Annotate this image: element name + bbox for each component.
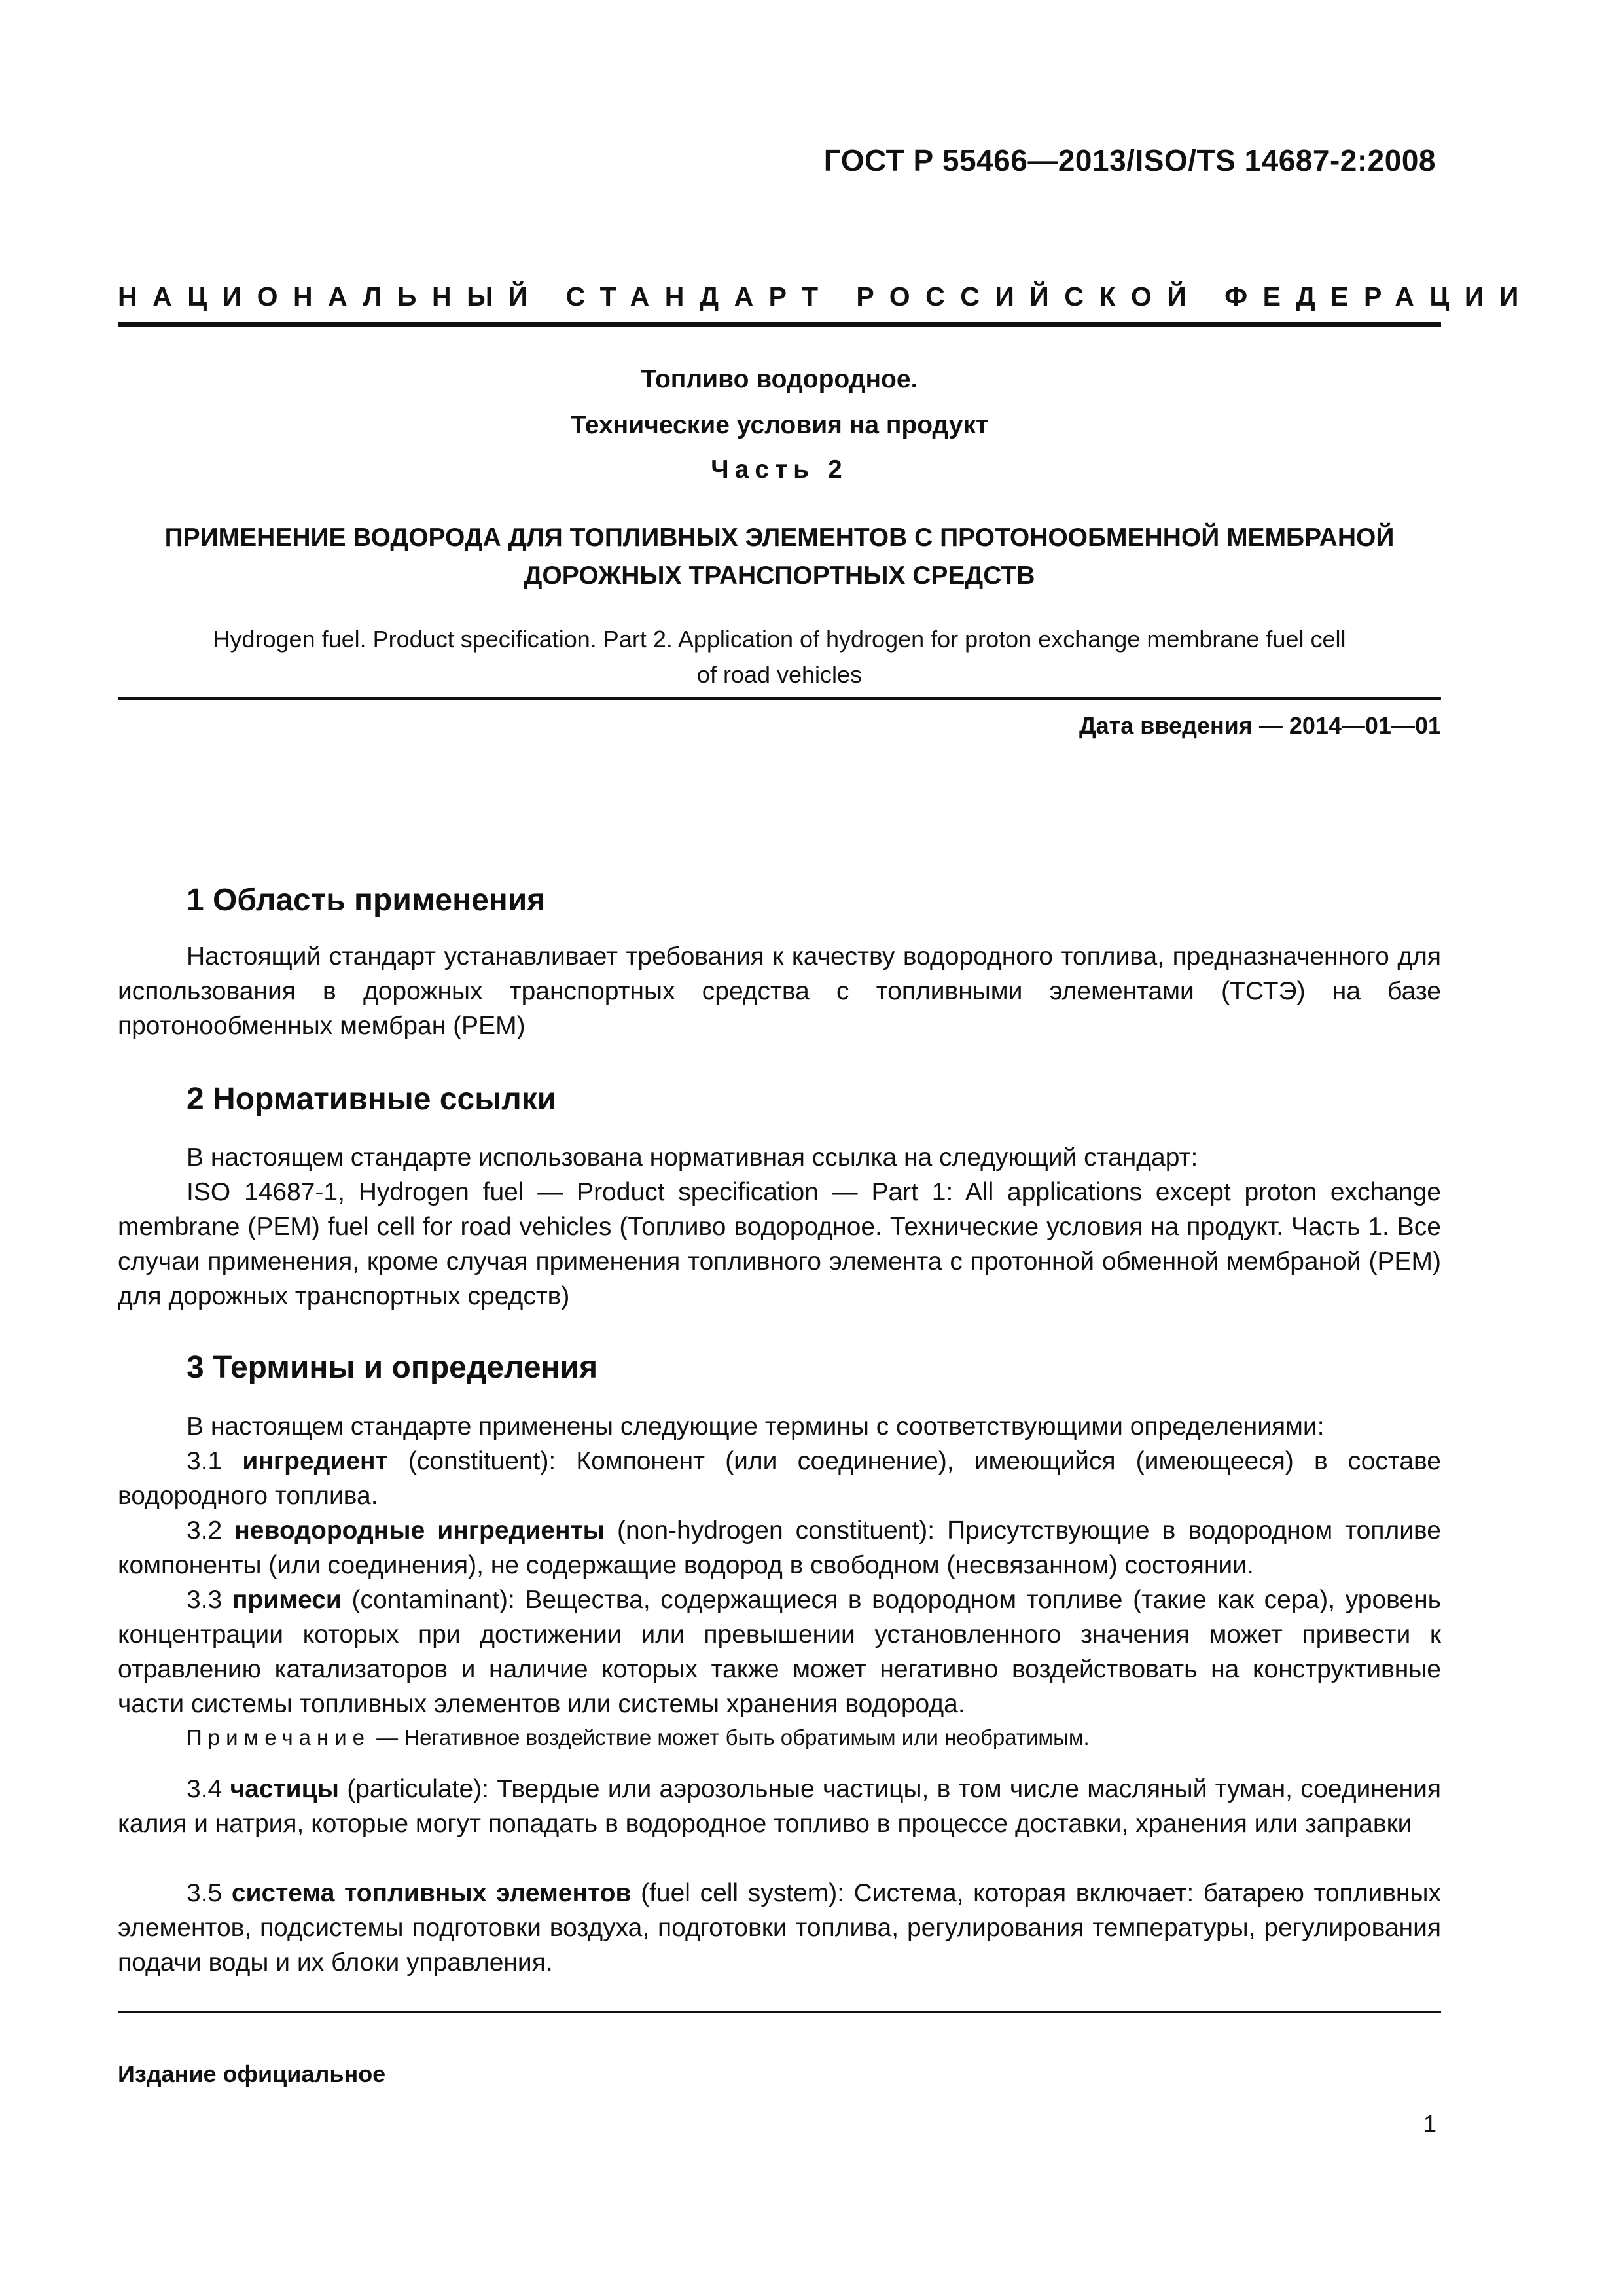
section-2-paragraph-1: В настоящем стандарте использована нормативная ссылка на следующий стандарт: xyxy=(187,1143,1198,1172)
footer-rule xyxy=(118,2011,1441,2013)
term-3-3: 3.3 примеси (contaminant): Вещества, содержащиеся в водородном топливе (такие как сера), уровень концентрации которых при достижении или превышении установленного значения может привести к отравлению катализаторов и наличие которых также может негативно воздействовать на конструктивные части системы топливных элементов или системы хранения водорода. xyxy=(118,1586,1441,1718)
section-3-heading: 3 Термины и определения xyxy=(187,1350,598,1385)
section-2-heading: 2 Нормативные ссылки xyxy=(187,1082,557,1117)
title-rule xyxy=(118,697,1441,700)
note: Примечание — Негативное воздействие может быть обратимым или необратимым. xyxy=(187,1725,1090,1749)
section-1-heading: 1 Область применения xyxy=(187,883,546,918)
page-number: 1 xyxy=(1423,2110,1436,2137)
national-standard-banner: НАЦИОНАЛЬНЫЙ СТАНДАРТ РОССИЙСКОЙ ФЕДЕРАЦИИ xyxy=(118,281,1534,312)
standard-code: ГОСТ Р 55466—2013/ISO/TS 14687-2:2008 xyxy=(823,143,1436,177)
document-title-ru: Топливо водородное. Технические условия на продукт xyxy=(570,365,989,439)
section-3-intro: В настоящем стандарте применены следующие термины с соответствующими определениями: xyxy=(187,1412,1325,1441)
term-3-5: 3.5 система топливных элементов (fuel cell system): Система, которая включает: батарею топливных элементов, подсистемы подготовки воздуха, подготовки топлива, регулирования температуры, регулирования подачи воды и их блоки управления. xyxy=(118,1879,1442,1977)
term-3-1: 3.1 ингредиент (constituent): Компонент (или соединение), имеющийся (имеющееся) в составе водородного топлива. xyxy=(118,1447,1441,1510)
document-subtitle: ПРИМЕНЕНИЕ ВОДОРОДА ДЛЯ ТОПЛИВНЫХ ЭЛЕМЕНТОВ С ПРОТОНООБМЕННОЙ МЕМБРАНОЙ ДОРОЖНЫХ ТРАНСПОРТНЫХ СРЕДСТВ xyxy=(164,524,1395,590)
section-2-paragraph-2: ISO 14687-1, Hydrogen fuel — Product specification — Part 1: All applications except proton exchange membrane (PEM) fuel cell for road vehicles (Топливо водородное. Технические условия на продукт. Часть 1. Все случаи применения, кроме случая применения топливного элемента с протонной обменной мембраной (РЕМ) для дорожных транспортных средств) xyxy=(118,1178,1441,1310)
part-label: Часть 2 xyxy=(711,456,848,484)
introduction-date: Дата введения — 2014—01—01 xyxy=(1079,712,1441,739)
term-3-4: 3.4 частицы (particulate): Твердые или аэрозольные частицы, в том числе масляный туман, соединения калия и натрия, которые могут попадать в водородное топливо в процессе доставки, хранения или заправки xyxy=(118,1775,1441,1838)
official-edition-label: Издание официальное xyxy=(118,2060,386,2087)
header-rule xyxy=(118,322,1441,327)
section-1-paragraph: Настоящий стандарт устанавливает требования к качеству водородного топлива, предназначенного для использования в дорожных транспортных средства с топливными элементами (ТСТЭ) на базе протонообменных мембран (РЕМ) xyxy=(118,942,1441,1040)
document-title-en: Hydrogen fuel. Product specification. Part 2. Application of hydrogen for proton exchange membrane fuel cell of road vehicles xyxy=(213,626,1346,688)
term-3-2: 3.2 неводородные ингредиенты (non-hydrogen constituent): Присутствующие в водородном топливе компоненты (или соединения), не содержащие водород в свободном (несвязанном) состоянии. xyxy=(118,1516,1441,1579)
